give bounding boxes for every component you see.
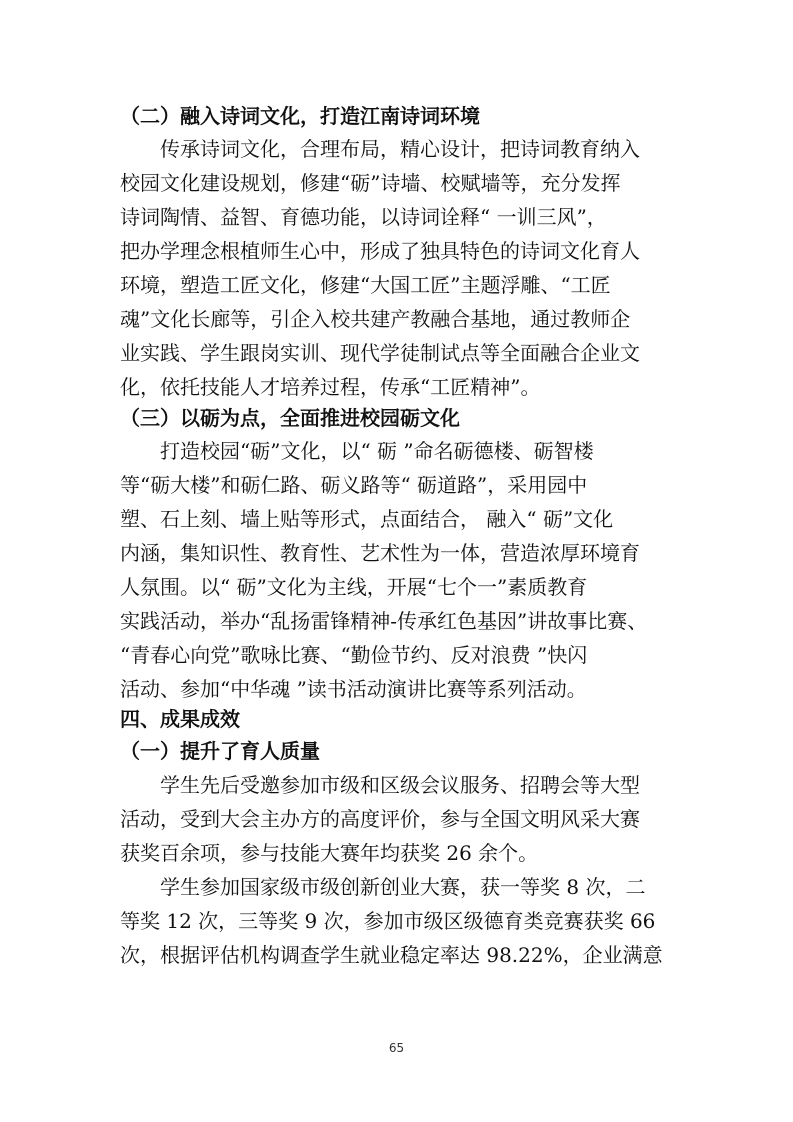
section-heading: （二）融入诗词文化，打造江南诗词环境 bbox=[120, 104, 480, 128]
text-line: 内涵，集知识性、教育性、艺术性为一体，营造浓厚环境育 bbox=[120, 541, 640, 565]
section-heading: 四、成果成效 bbox=[120, 707, 240, 731]
text-line: 等奖 12 次，三等奖 9 次，参加市级区级德育类竞赛获奖 66 bbox=[120, 909, 656, 933]
text-line: 打造校园“砺”文化，以“ 砺 ”命名砺德楼、砺智楼 bbox=[120, 439, 594, 463]
paragraph bbox=[120, 768, 675, 870]
text-line: 把办学理念根植师生心中，形成了独具特色的诗词文化育人 bbox=[120, 239, 640, 263]
text-line: 化，依托技能人才培养过程，传承“工匠精神”。 bbox=[120, 375, 541, 399]
section-heading: （三）以砺为点，全面推进校园砺文化 bbox=[120, 406, 460, 430]
text-line: 塑、石上刻、墙上贴等形式，点面结合， 融入“ 砺”文化 bbox=[120, 507, 614, 531]
text-line: 环境，塑造工匠文化，修建“大国工匠”主题浮雕、“工匠 bbox=[120, 273, 611, 297]
paragraph bbox=[120, 870, 675, 972]
text-line: 学生参加国家级市级创新创业大赛，获一等奖 8 次，二 bbox=[120, 875, 646, 899]
text-line: “青春心向党”歌咏比赛、“勤俭节约、反对浪费 ”快闪 bbox=[120, 643, 588, 667]
text-line: 次，根据评估机构调查学生就业稳定率达 98.22%，企业满意 bbox=[120, 943, 663, 967]
section-heading: （一）提升了育人质量 bbox=[120, 739, 320, 763]
paragraph bbox=[120, 434, 675, 706]
page-number: 65 bbox=[388, 1041, 405, 1055]
text-line: 活动，受到大会主办方的高度评价，参与全国文明风采大赛 bbox=[120, 807, 640, 831]
text-line: 业实践、学生跟岗实训、现代学徒制试点等全面融合企业文 bbox=[120, 341, 640, 365]
text-line: 人氛围。以“ 砺”文化为主线，开展“七个一”素质教育 bbox=[120, 575, 588, 599]
text-line: 诗词陶情、益智、育德功能，以诗词诠释“ 一训三风”， bbox=[120, 205, 607, 229]
paragraph bbox=[120, 132, 675, 404]
text-line: 实践活动，举办“乱扬雷锋精神-传承红色基因”讲故事比赛、 bbox=[120, 609, 648, 633]
text-line: 活动、参加“中华魂 ”读书活动演讲比赛等系列活动。 bbox=[120, 677, 587, 701]
text-line: 学生先后受邀参加市级和区级会议服务、招聘会等大型 bbox=[120, 773, 640, 797]
text-line: 等“砺大楼”和砺仁路、砺义路等“ 砺道路”，采用园中 bbox=[120, 473, 588, 497]
text-line: 校园文化建设规划，修建“砺”诗墙、校赋墙等，充分发挥 bbox=[120, 171, 621, 195]
text-line: 传承诗词文化，合理布局，精心设计，把诗词教育纳入 bbox=[120, 137, 640, 161]
text-line: 获奖百余项，参与技能大赛年均获奖 26 余个。 bbox=[120, 841, 539, 865]
text-line: 魂”文化长廊等，引企入校共建产教融合基地，通过教师企 bbox=[120, 307, 631, 331]
